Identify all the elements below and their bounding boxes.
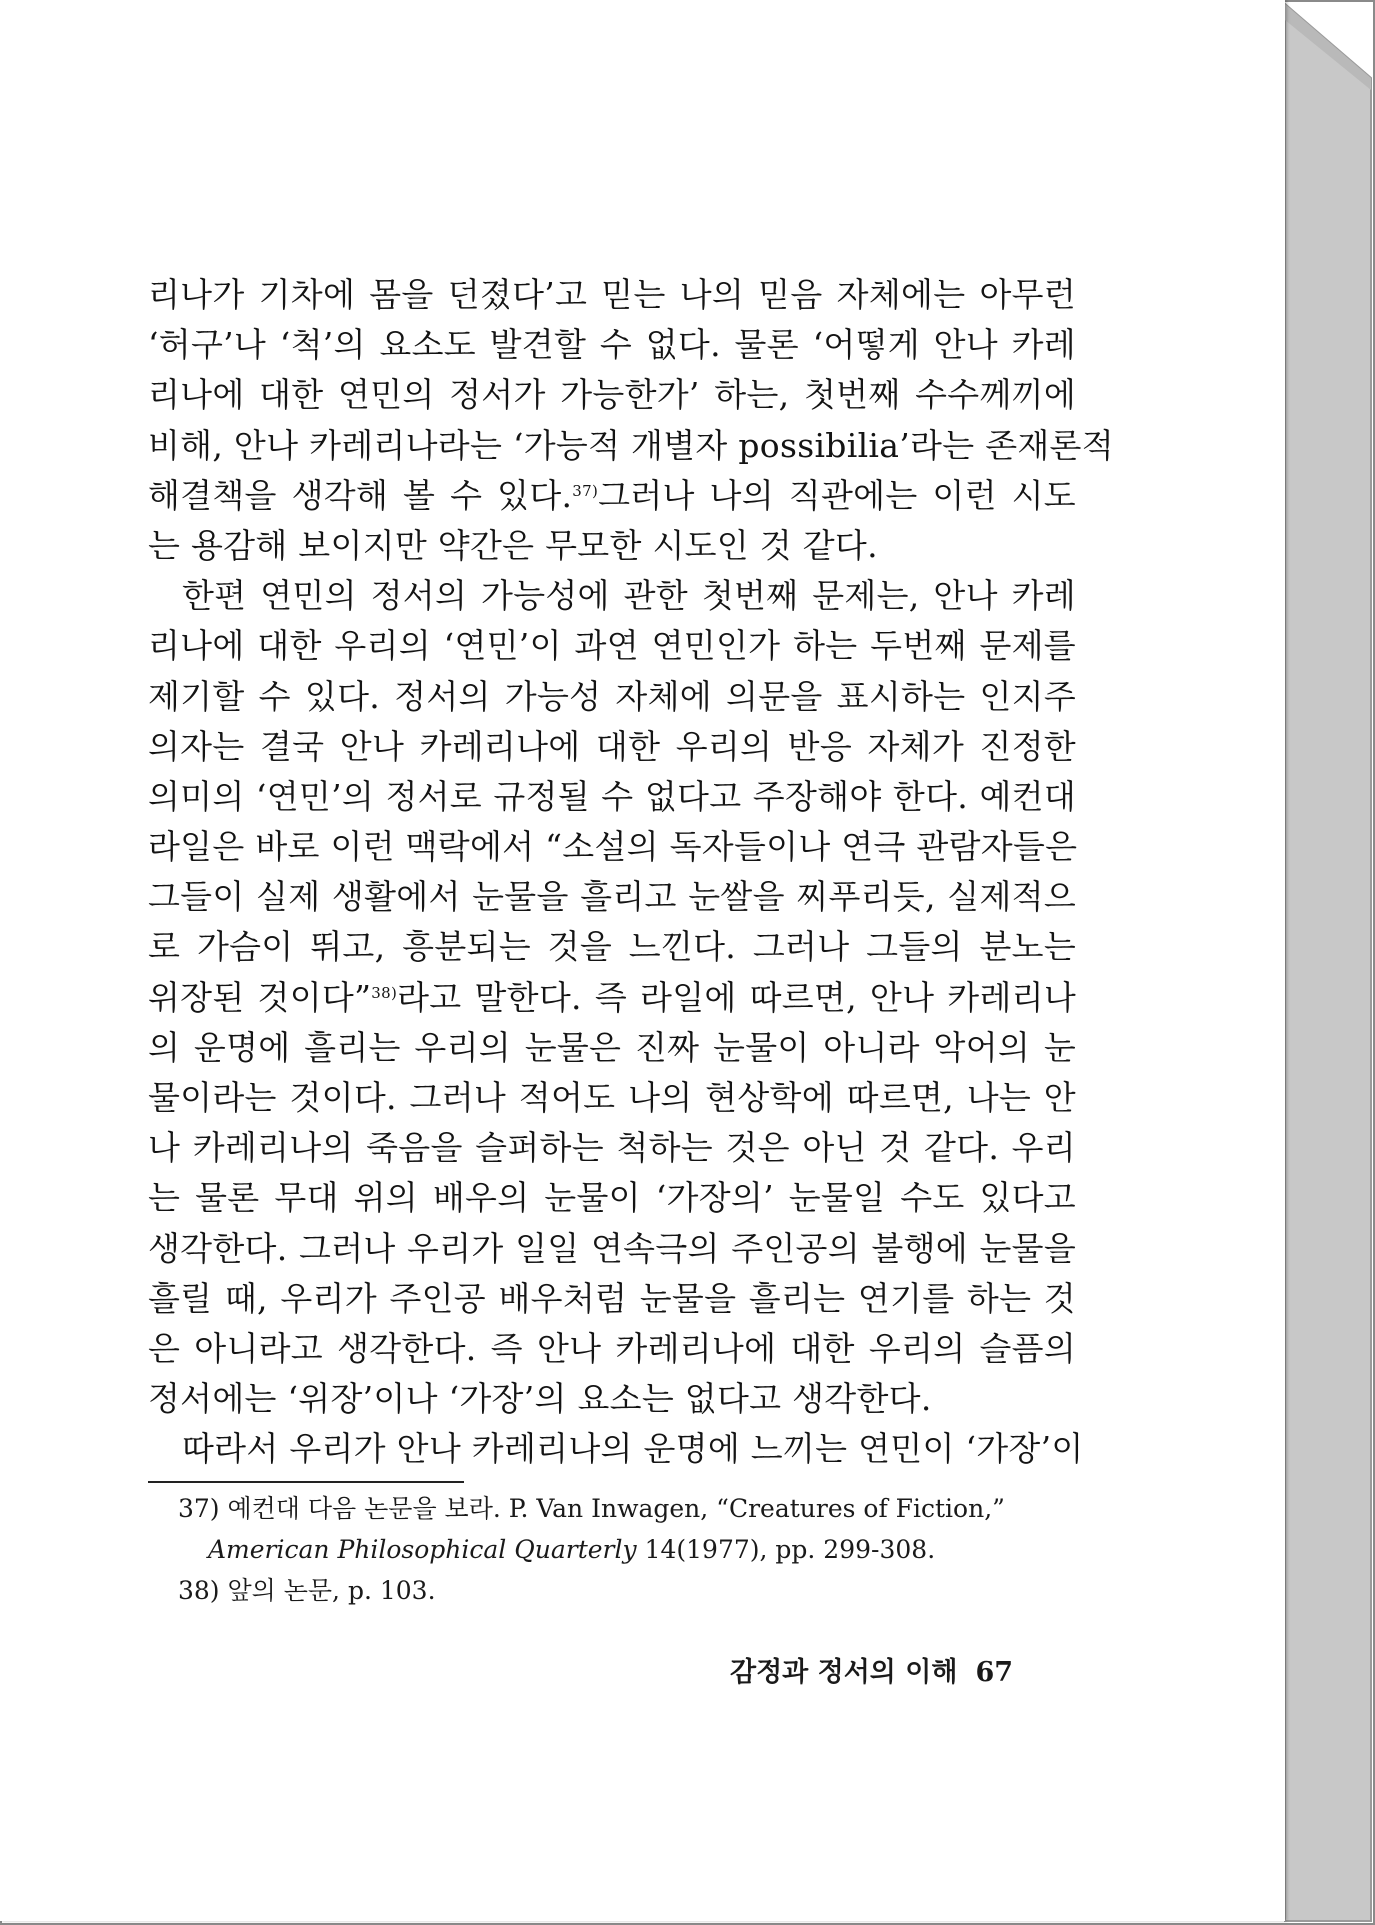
running-footer xyxy=(730,1650,1050,1689)
body-line: 는 물론 무대 위의 배우의 눈물이 ‘가장의’ 눈물일 수도 있다고 xyxy=(148,1178,1076,1218)
body-line-part: 그러나 나의 직관에는 이런 시도 xyxy=(598,475,1076,515)
footnote-ref-38: 38) xyxy=(371,983,398,1002)
body-line: 의 운명에 흘리는 우리의 눈물은 진짜 눈물이 아니라 악어의 눈 xyxy=(148,1027,1076,1067)
footnote-37-citation xyxy=(178,1529,1078,1570)
footnote-37: 37) 예컨대 다음 논문을 보라. P. Van Inwagen, “Creatures of Fiction,” xyxy=(178,1494,1005,1523)
body-line: 물이라는 것이다. 그러나 적어도 나의 현상학에 따르면, 나는 안 xyxy=(148,1078,1076,1117)
body-text xyxy=(148,270,1114,1475)
body-line: 생각한다. 그러나 우리가 일일 연속극의 주인공의 불행에 눈물을 xyxy=(148,1228,1076,1268)
citation-details: 14(1977), pp. 299-308. xyxy=(636,1535,936,1564)
footnote-38: 38) 앞의 논문, p. 103. xyxy=(178,1576,436,1605)
running-title: 감정과 정서의 이해 xyxy=(730,1657,958,1688)
body-line: 의미의 ‘연민’의 정서로 규정될 수 없다고 주장해야 한다. 예컨대 xyxy=(148,776,1076,816)
journal-title: American Philosophical Quarterly xyxy=(208,1535,637,1564)
body-line: 은 아니라고 생각한다. 즉 안나 카레리나에 대한 우리의 슬픔의 xyxy=(148,1328,1076,1368)
body-line-part: 위장된 것이다” xyxy=(148,977,372,1017)
body-line: 리나가 기차에 몸을 던졌다’고 믿는 나의 믿음 자체에는 아무런 xyxy=(148,275,1076,314)
body-line: 제기할 수 있다. 정서의 가능성 자체에 의문을 표시하는 인지주 xyxy=(148,676,1076,716)
body-line-part: 해결책을 생각해 볼 수 있다. xyxy=(148,475,573,515)
body-line: 리나에 대한 우리의 ‘연민’이 과연 연민인가 하는 두번째 문제를 xyxy=(148,626,1076,666)
body-line: 비해, 안나 카레리나라는 ‘가능적 개별자 possibilia’라는 존재론적 xyxy=(148,425,1114,465)
body-line: 한편 연민의 정서의 가능성에 관한 첫번째 문제는, 안나 카레 xyxy=(182,576,1076,616)
body-line: 따라서 우리가 안나 카레리나의 운명에 느끼는 연민이 ‘가장’이 xyxy=(182,1429,1084,1469)
footnotes xyxy=(178,1488,1078,1611)
body-line: ‘허구’나 ‘척’의 요소도 발견할 수 없다. 물론 ‘어떻게 안나 카레 xyxy=(148,325,1076,365)
body-line: 라일은 바로 이런 맥락에서 “소설의 독자들이나 연극 관람자들은 xyxy=(148,827,1078,867)
body-line: 리나에 대한 연민의 정서가 가능한가’ 하는, 첫번째 수수께끼에 xyxy=(148,375,1076,415)
body-line: 그들이 실제 생활에서 눈물을 흘리고 눈쌀을 찌푸리듯, 실제적으 xyxy=(148,877,1076,917)
body-line-part: 라고 말한다. 즉 라일에 따르면, 안나 카레리나 xyxy=(397,977,1076,1017)
body-line xyxy=(148,471,1076,521)
body-line: 로 가슴이 뛰고, 흥분되는 것을 느낀다. 그러나 그들의 분노는 xyxy=(148,927,1076,967)
body-line: 흘릴 때, 우리가 주인공 배우처럼 눈물을 흘리는 연기를 하는 것 xyxy=(148,1278,1076,1318)
body-line: 의자는 결국 안나 카레리나에 대한 우리의 반응 자체가 진정한 xyxy=(148,726,1076,766)
body-line: 는 용감해 보이지만 약간은 무모한 시도인 것 같다. xyxy=(148,525,878,565)
body-line: 나 카레리나의 죽음을 슬퍼하는 척하는 것은 아닌 것 같다. 우리 xyxy=(148,1128,1076,1168)
footnote-separator xyxy=(148,1481,464,1483)
body-line xyxy=(148,973,1076,1023)
page-number: 67 xyxy=(975,1657,1014,1688)
footnote-ref-37: 37) xyxy=(572,481,599,500)
body-line: 정서에는 ‘위장’이나 ‘가장’의 요소는 없다고 생각한다. xyxy=(148,1379,932,1419)
